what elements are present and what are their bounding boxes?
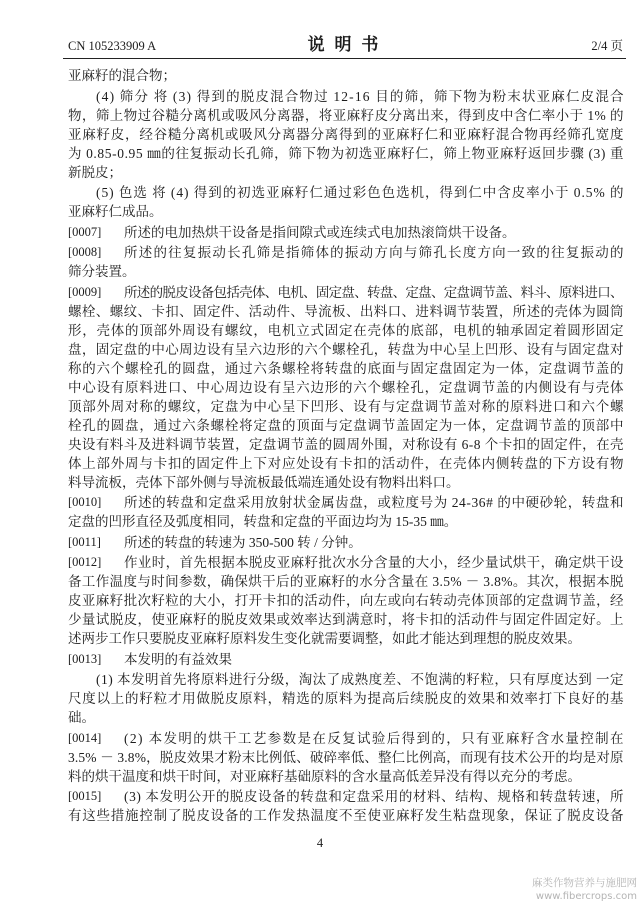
text-line xyxy=(68,87,624,106)
text-line xyxy=(68,416,624,435)
watermark-url: www.fibercrops.com xyxy=(535,891,637,902)
text-line xyxy=(68,629,624,648)
line-text: 料导流板，壳体下部外侧与导流板最低端连通处设有物料出料口。 xyxy=(68,474,460,490)
line-text: 筛分装置。 xyxy=(68,264,136,279)
paragraph-0013 xyxy=(68,650,624,669)
line-text: 所述的电加热烘干设备是指间隙式或连续式电加热滚筒烘干设备。 xyxy=(124,224,516,240)
line-text: 为 0.85-0.95 ㎜的往复振动长孔筛，筛下物为初选亚麻籽仁，筛上物亚麻籽返回步骤 (3) 重 xyxy=(68,145,625,161)
text-line xyxy=(68,708,624,727)
line-text: (5) 色选 将 (4) 得到的初选亚麻籽仁通过彩色色选机，得到仁中含皮率小于 0.5% 的 xyxy=(96,185,625,200)
line-text: 述两步工作只要脱皮亚麻籽原料发生变化就需要调整，如此才能达到理想的脱皮效果。 xyxy=(68,631,581,646)
text-line xyxy=(68,397,624,416)
line-text: (4) 筛分 将 (3) 得到的脱皮混合物过 12-16 目的筛，筛下物为粉末状亚麻仁皮混合 xyxy=(96,88,625,104)
paragraph-number: [0008] xyxy=(68,245,102,259)
line-text: 所述的脱皮设备包括壳体、电机、固定盘、转盘、定盘、定盘调节盖、料斗、原料进口、 xyxy=(124,284,623,300)
paragraph-number: [0007] xyxy=(68,224,102,239)
text-line xyxy=(68,163,624,182)
paragraph xyxy=(68,87,624,182)
paragraph-0009 xyxy=(68,283,624,492)
text-line xyxy=(68,454,624,473)
text-line xyxy=(68,748,624,767)
line-text: 螺栓、螺纹、卡扣、固定件、活动件、导流板、出料口、进料调节装置，所述的壳体为圆筒 xyxy=(68,303,624,319)
text-line xyxy=(68,493,624,512)
text-line xyxy=(68,359,624,378)
line-text: 所述的往复振动长孔筛是指筛体的振动方向与筛孔长度方向一致的往复振动的 xyxy=(124,245,625,260)
text-line xyxy=(68,729,624,748)
text-line xyxy=(68,125,624,144)
line-text: 所述的转盘和定盘采用放射状金属齿盘，或粒度号为 24-36# 的中硬砂轮，转盘和 xyxy=(124,495,625,510)
line-text: 少量试脱皮，使亚麻籽的脱皮效果或效率达到满意时，将卡扣的活动件与固定件固定好。上 xyxy=(68,612,624,627)
paragraph-number: [0013] xyxy=(68,651,102,666)
text-line xyxy=(68,591,624,610)
line-text: 栓孔的圆盘，通过六条螺栓将定盘的顶面与定盘调节盖固定为一体，定盘调节盖的顶部中 xyxy=(68,417,625,433)
text-line xyxy=(68,223,624,242)
line-text: 有这些措施控制了脱皮设备的工作发热温度不至使亚麻籽发生粘盘现象，保证了脱皮设备 xyxy=(68,808,625,823)
text-line xyxy=(68,144,624,163)
page-header xyxy=(63,36,625,56)
page-number: 4 xyxy=(316,836,324,850)
line-text: 所述的转盘的转速为 350-500 转 / 分钟。 xyxy=(124,534,362,550)
document-body xyxy=(68,66,624,825)
line-text: 形，壳体的顶部外周设有螺纹，电机立式固定在壳体的底部，电机的轴承固定着圆形固定 xyxy=(68,322,625,338)
text-line xyxy=(68,512,624,531)
watermark-site-name: 麻类作物营养与施肥网 xyxy=(532,877,637,889)
watermark xyxy=(532,877,637,903)
text-line xyxy=(68,689,624,708)
paragraph-0010 xyxy=(68,493,624,531)
line-text: 体上部外周与卡扣的固定件上下对应处设有卡扣的活动件，在壳体内侧转盘的下方设有物 xyxy=(68,455,625,471)
header-rule xyxy=(63,58,626,59)
text-line xyxy=(68,243,624,262)
line-text: (1) 本发明首先将原料进行分级，淘汰了成熟度差、不饱满的籽粒，只有厚度达到 一定 xyxy=(96,672,624,687)
line-text: 本发明的有益效果 xyxy=(124,651,232,667)
paragraph-number: [0012] xyxy=(68,555,102,569)
line-text: 备工作温度与时间参数，确保烘干后的亚麻籽的水分含量在 3.5% － 3.8%。其次，根据本脱 xyxy=(68,574,624,589)
paragraph-0008 xyxy=(68,243,624,281)
paragraph-0011 xyxy=(68,533,624,552)
text-line xyxy=(68,670,624,689)
text-line xyxy=(68,202,624,221)
text-line xyxy=(68,302,624,321)
text-line xyxy=(68,321,624,340)
text-line xyxy=(68,806,624,825)
paragraph xyxy=(68,183,624,221)
text-line xyxy=(68,66,624,85)
text-line xyxy=(68,553,624,572)
paragraph-number: [0011] xyxy=(68,534,101,549)
paragraph-number: [0014] xyxy=(68,730,102,745)
text-line xyxy=(68,572,624,591)
paragraph-0015 xyxy=(68,787,624,825)
line-text: 料的烘干温度和烘干时间，对亚麻籽基础原料的含水量高低差异没有得以充分的考虑。 xyxy=(68,768,581,784)
text-line xyxy=(68,106,624,125)
paragraph-number: [0010] xyxy=(68,495,102,509)
text-line xyxy=(68,610,624,629)
line-text: 顶部外周对称的螺纹，定盘为中心呈下凹形、设有与定盘调节盖对称的原料进口和六个螺 xyxy=(68,398,625,414)
publication-number: CN 105233909 A xyxy=(68,39,157,53)
text-line xyxy=(68,378,624,397)
line-text: 央设有料斗及进料调节装置，定盘调节盖的圆周外围，对称设有 6-8 个卡扣的固定件，在壳 xyxy=(68,436,624,452)
paragraph xyxy=(68,670,624,727)
line-text: 础。 xyxy=(68,710,95,725)
text-line xyxy=(68,650,624,669)
paragraph-number: [0015] xyxy=(68,789,102,803)
text-line xyxy=(68,473,624,492)
line-text: 亚麻籽的混合物； xyxy=(68,68,176,83)
line-text: (2) 本发明的烘干工艺参数是在反复试验后得到的，只有亚麻籽含水量控制在 xyxy=(124,730,625,746)
text-line xyxy=(68,435,624,454)
line-text: 称的六个螺栓孔的圆盘，通过六条螺栓将转盘的底面与固定盘固定为一体，定盘调节盖的 xyxy=(68,360,625,376)
line-text: 盘，固定盘的中心周边设有呈六边形的六个螺栓孔，转盘为中心呈上凹形、设有与固定盘对 xyxy=(68,341,624,357)
line-text: 皮亚麻籽批次籽粒的大小，打开卡扣的活动件，向左或向右转动壳体顶部的定盘调节盖，经 xyxy=(68,593,624,608)
page-of-total: 2/4 页 xyxy=(591,39,623,53)
line-text: 新脱皮； xyxy=(68,164,122,180)
line-text: 3.5% － 3.8%，脱皮效果才粉末比例低、破碎率低、整仁比例高，而现有技术公开的均是对原 xyxy=(68,749,624,765)
text-line xyxy=(68,533,624,552)
line-text: 中心设有原料进口、中心周边设有呈六边形的六个螺栓孔，定盘调节盖的内侧设有与壳体 xyxy=(68,379,625,395)
line-text: 尺度以上的籽粒才用做脱皮原料，精选的原料为提高后续脱皮的效果和效率打下良好的基 xyxy=(68,691,625,706)
section-title: 说 明 书 xyxy=(307,35,381,55)
paragraph-0007 xyxy=(68,223,624,242)
line-text: (3) 本发明公开的脱皮设备的转盘和定盘采用的材料、结构、规格和转盘转速，所 xyxy=(124,789,625,804)
text-line xyxy=(68,283,624,302)
paragraph xyxy=(68,66,624,85)
text-line xyxy=(68,183,624,202)
line-text: 定盘的凹形直径及弧度相同，转盘和定盘的平面边均为 15-35 ㎜。 xyxy=(68,514,458,529)
text-line xyxy=(68,767,624,786)
paragraph-0014 xyxy=(68,729,624,786)
text-line xyxy=(68,787,624,806)
text-line xyxy=(68,340,624,359)
line-text: 物，筛上物过谷糙分离机或吸风分离器，将亚麻籽皮分离出来，得到皮中含仁率小于 1% 的 xyxy=(68,107,624,123)
paragraph-0012 xyxy=(68,553,624,648)
text-line xyxy=(68,262,624,281)
line-text: 亚麻籽皮，经谷糙分离机或吸风分离器分离得到的亚麻籽仁和亚麻籽混合物再经筛孔宽度 xyxy=(68,126,625,142)
line-text: 亚麻籽仁成品。 xyxy=(68,204,163,219)
line-text: 作业时，首先根据本脱皮亚麻籽批次水分含量的大小，经少量试烘干，确定烘干设 xyxy=(124,555,624,570)
paragraph-number: [0009] xyxy=(68,284,102,299)
